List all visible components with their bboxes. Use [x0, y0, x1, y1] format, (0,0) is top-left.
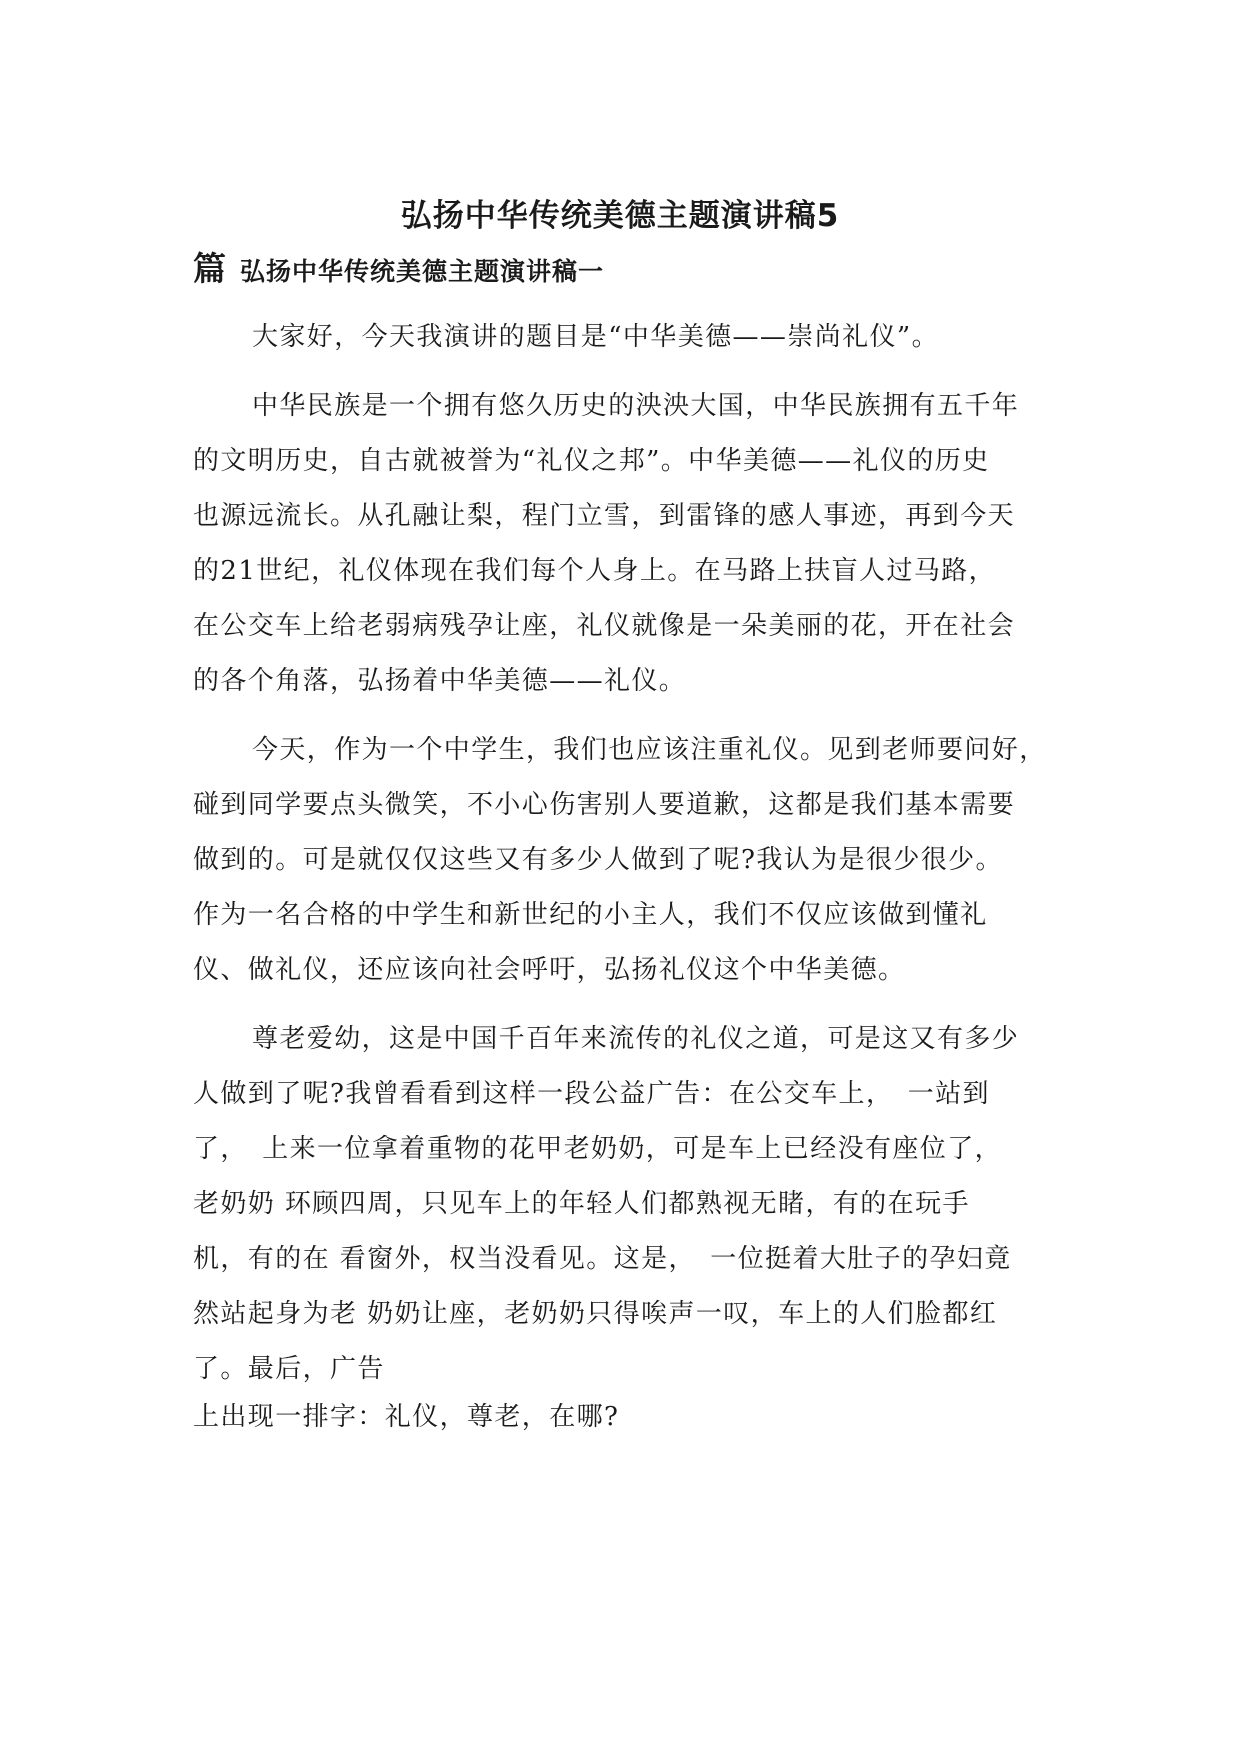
paragraph-line: 今天，作为一个中学生，我们也应该注重礼仪。见到老师要问好，	[252, 735, 1047, 765]
paragraph-line: 的各个角落，弘扬着中华美德——礼仪。	[193, 666, 687, 696]
paragraph-line: 在公交车上给老弱病残孕让座，礼仪就像是一朵美丽的花，开在社会	[193, 611, 1016, 641]
paragraph-line: 作为一名合格的中学生和新世纪的小主人，我们不仅应该做到懂礼	[193, 900, 988, 930]
document-title: 弘扬中华传统美德主题演讲稿5	[400, 198, 840, 234]
paragraph-line: 然站起身为老 奶奶让座，老奶奶只得唉声一叹，车上的人们脸都红	[193, 1299, 998, 1329]
section-heading-prefix: 篇	[193, 249, 226, 288]
paragraph-line: 做到的。可是就仅仅这些又有多少人做到了呢?我认为是很少很少。	[193, 845, 1003, 875]
paragraph-line: 碰到同学要点头微笑，不小心伤害别人要道歉，这都是我们基本需要	[193, 790, 1016, 820]
section-heading-text: 弘扬中华传统美德主题演讲稿一	[240, 257, 605, 286]
paragraph-line: 上出现一排字：礼仪，尊老，在哪?	[193, 1402, 620, 1432]
paragraph-line: 了。最后，广告	[193, 1354, 385, 1384]
paragraph-line: 的21世纪，礼仪体现在我们每个人身上。在马路上扶盲人过马路，	[193, 556, 997, 586]
paragraph-line: 了， 上来一位拿着重物的花甲老奶奶，可是车上已经没有座位了，	[193, 1134, 1003, 1164]
section-heading	[193, 243, 604, 290]
paragraph-line: 也源远流长。从孔融让梨，程门立雪，到雷锋的感人事迹，再到今天	[193, 501, 1016, 531]
paragraph-line: 尊老爱幼，这是中国千百年来流传的礼仪之道，可是这又有多少	[252, 1024, 1020, 1054]
paragraph-line: 老奶奶 环顾四周，只见车上的年轻人们都熟视无睹，有的在玩手	[193, 1189, 970, 1219]
paragraph-line: 中华民族是一个拥有悠久历史的泱泱大国，中华民族拥有五千年	[252, 391, 1020, 421]
paragraph-line: 仪、做礼仪，还应该向社会呼吁，弘扬礼仪这个中华美德。	[193, 955, 906, 985]
paragraph-line: 大家好，今天我演讲的题目是“中华美德——崇尚礼仪”。	[252, 322, 939, 352]
paragraph-line: 机，有的在 看窗外，权当没看见。这是， 一位挺着大肚子的孕妇竟	[193, 1244, 1012, 1274]
paragraph-line: 的文明历史，自古就被誉为“礼仪之邦”。中华美德——礼仪的历史	[193, 446, 990, 476]
paragraph-line: 人做到了呢?我曾看看到这样一段公益广告：在公交车上， 一站到	[193, 1079, 990, 1109]
